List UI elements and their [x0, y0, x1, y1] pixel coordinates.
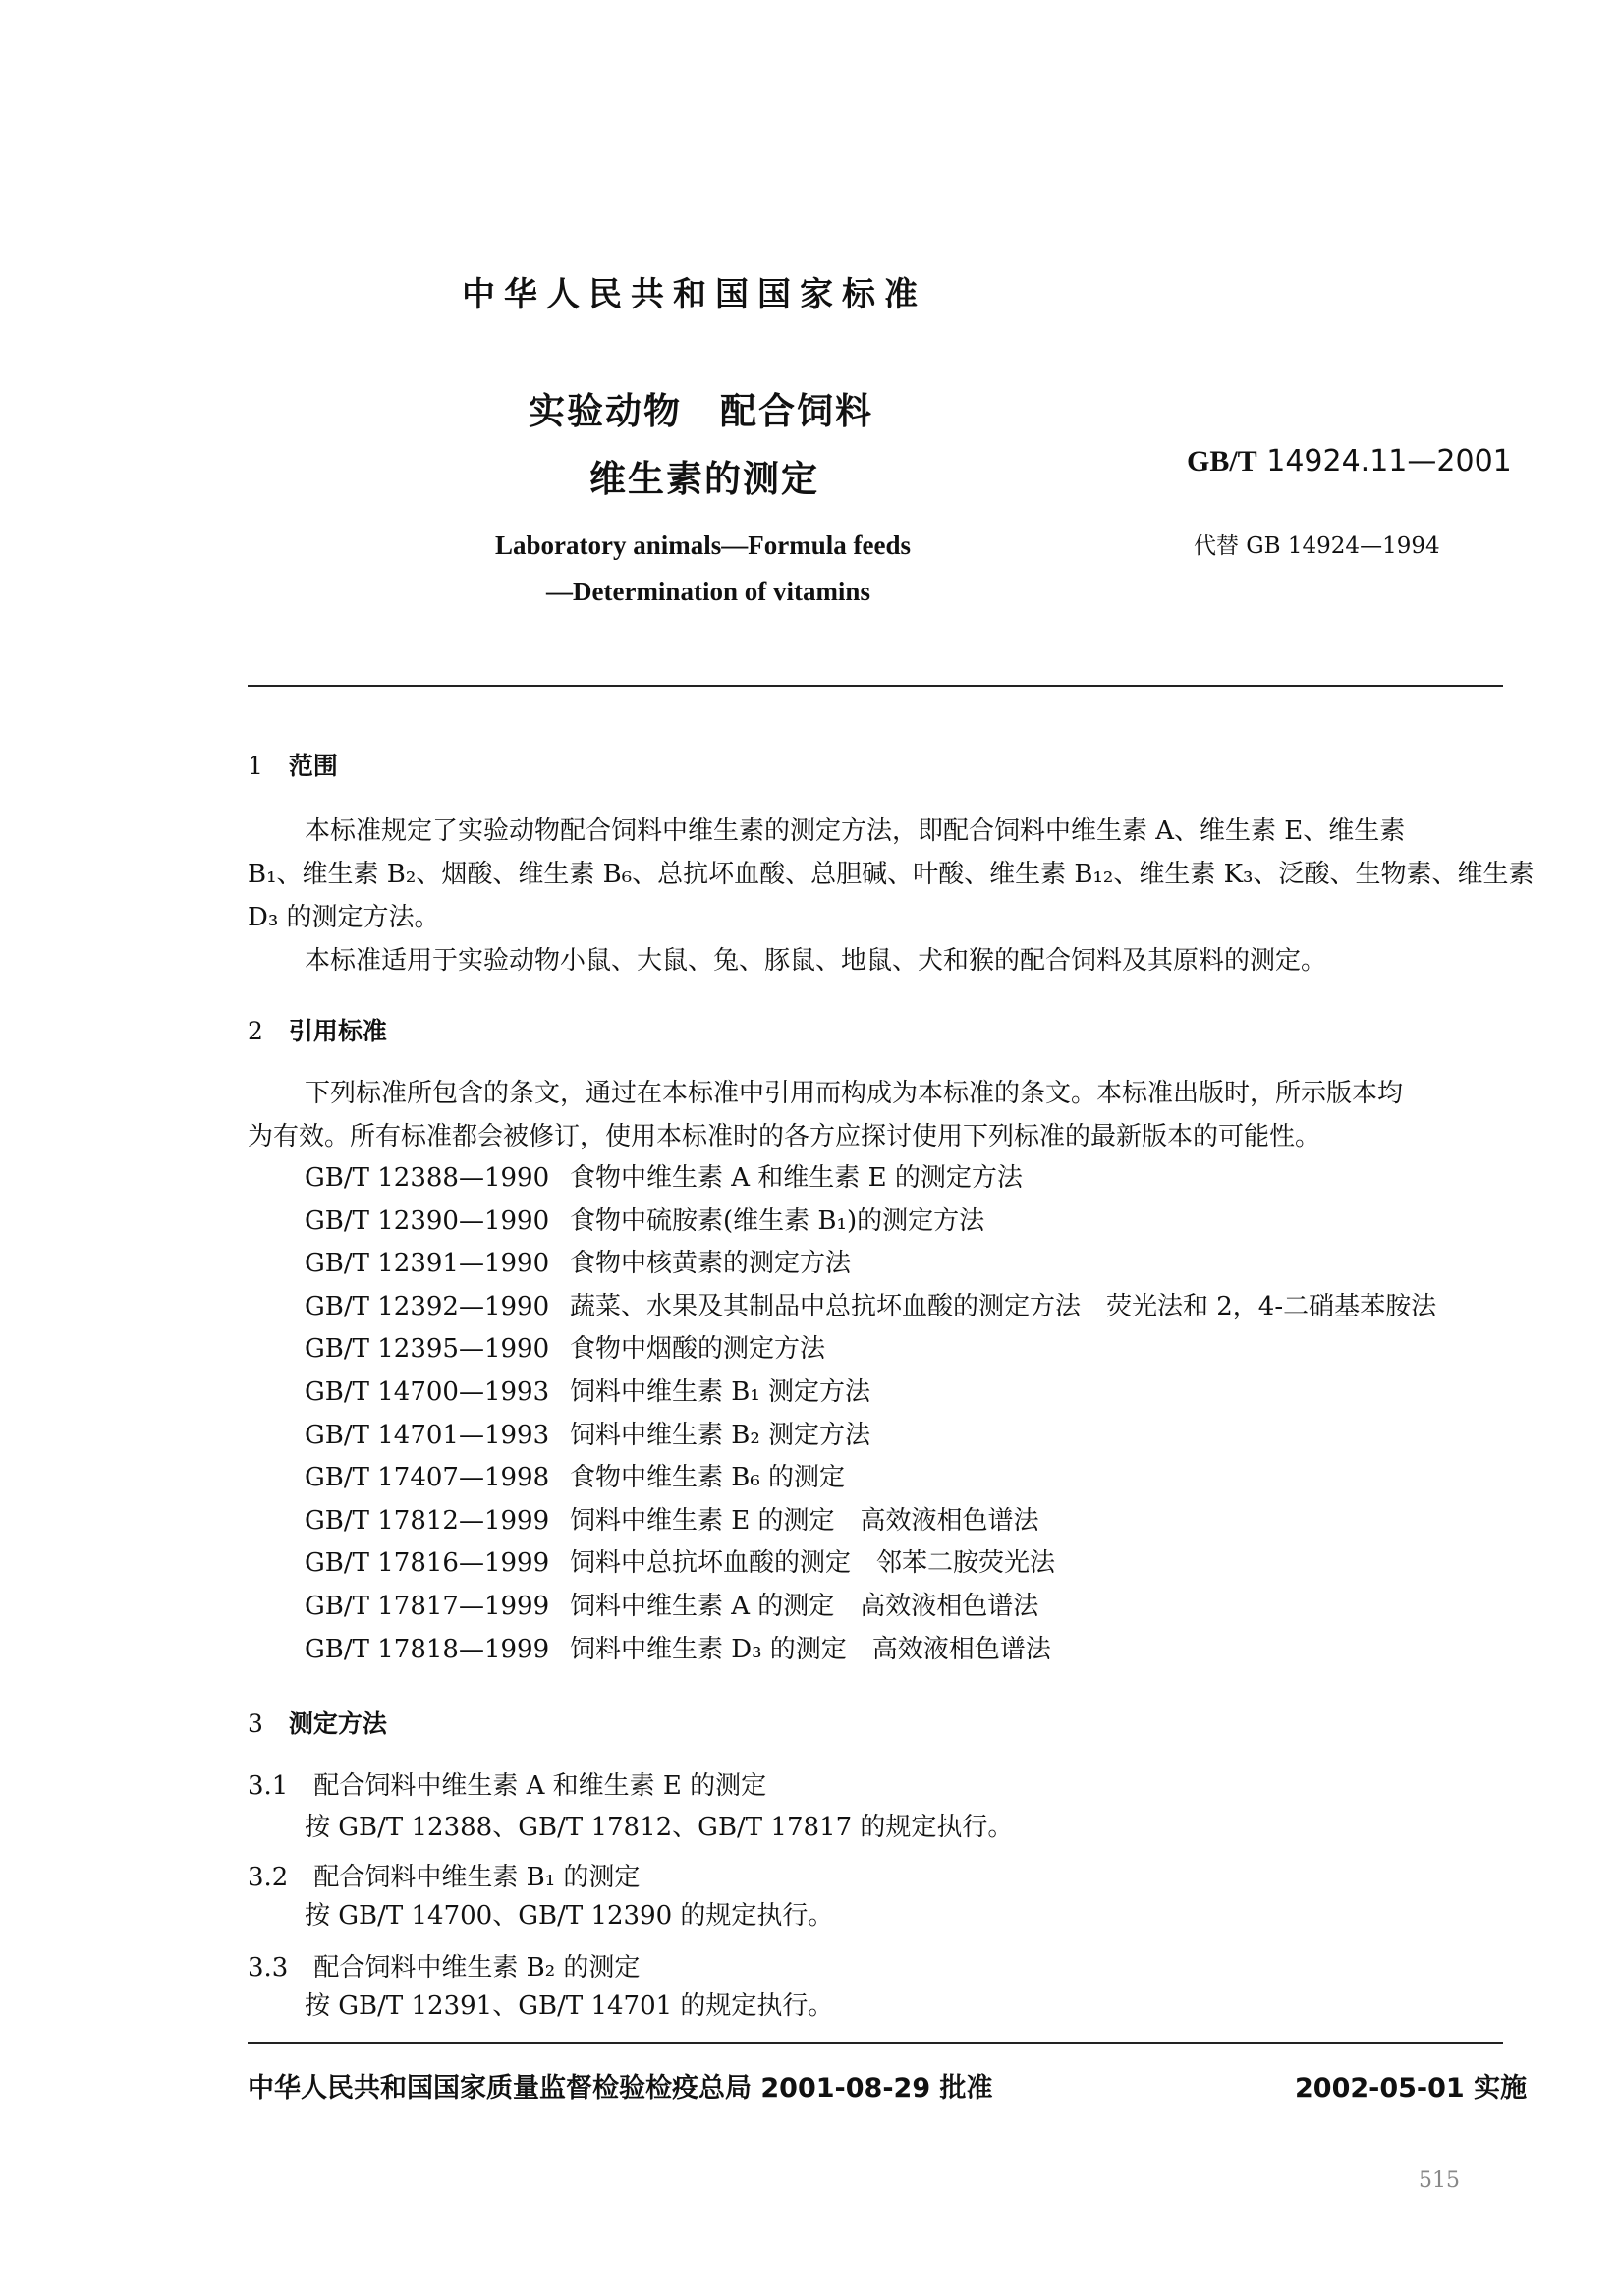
subsection-title: 配合饲料中维生素 B₂ 的测定 — [313, 1953, 641, 1983]
header-divider — [248, 685, 1503, 687]
reference-item — [305, 1286, 1436, 1329]
subsection-number: 3.3 — [248, 1953, 289, 1983]
reference-code: GB/T 14700—1993 — [305, 1376, 550, 1407]
reference-title: 饲料中维生素 B₁ 测定方法 — [570, 1376, 871, 1407]
reference-item — [305, 1201, 1436, 1244]
subsection-3-1-heading — [248, 1765, 766, 1802]
paragraph-line: 本标准规定了实验动物配合饲料中维生素的测定方法，即配合饲料中维生素 A、维生素 E、维生素 — [305, 816, 1406, 846]
implementation-date: 2002-05-01 实施 — [1295, 2073, 1528, 2103]
reference-title: 饲料中维生素 B₂ 测定方法 — [570, 1420, 871, 1450]
subsection-text: 按 GB/T 14700、GB/T 12390 的规定执行。 — [305, 1901, 834, 1931]
document-title-en-line2: —Determination of vitamins — [546, 577, 870, 606]
reference-code: GB/T 17812—1999 — [305, 1505, 550, 1536]
reference-title: 饲料中维生素 A 的测定 高效液相色谱法 — [570, 1591, 1039, 1621]
document-title-cn-line2: 维生素的测定 — [589, 458, 819, 500]
reference-item — [305, 1457, 1436, 1500]
approval-note: 中华人民共和国国家质量监督检验检疫总局 2001-08-29 批准 — [248, 2073, 993, 2103]
reference-code: GB/T 12395—1990 — [305, 1334, 550, 1365]
subsection-number: 3.2 — [248, 1863, 289, 1892]
national-standard-title: 中华人民共和国国家标准 — [462, 275, 926, 314]
reference-item — [305, 1629, 1436, 1672]
section-title: 范围 — [288, 752, 338, 780]
reference-title: 食物中硫胺素(维生素 B₁)的测定方法 — [570, 1205, 985, 1236]
paragraph-line: 为有效。所有标准都会被修订，使用本标准时的各方应探讨使用下列标准的最新版本的可能性。 — [248, 1122, 1321, 1151]
reference-code: GB/T 17816—1999 — [305, 1548, 550, 1579]
reference-title: 饲料中维生素 D₃ 的测定 高效液相色谱法 — [570, 1634, 1051, 1664]
section-number: 3 — [248, 1709, 263, 1738]
subsection-title: 配合饲料中维生素 B₁ 的测定 — [313, 1863, 641, 1892]
section-title: 引用标准 — [288, 1017, 387, 1045]
reference-item — [305, 1157, 1436, 1201]
reference-code: GB/T 12392—1990 — [305, 1291, 550, 1321]
reference-code: GB/T 12391—1990 — [305, 1249, 550, 1279]
section-number: 2 — [248, 1017, 263, 1045]
subsection-3-3-heading — [248, 1947, 640, 1984]
subsection-number: 3.1 — [248, 1771, 289, 1801]
reference-code: GB/T 17818—1999 — [305, 1634, 550, 1664]
reference-title: 蔬菜、水果及其制品中总抗坏血酸的测定方法 荧光法和 2，4-二硝基苯胺法 — [570, 1291, 1437, 1321]
standard-code: 14924.11—2001 — [1266, 444, 1512, 478]
reference-item — [305, 1372, 1436, 1415]
reference-item — [305, 1500, 1436, 1543]
reference-code: GB/T 12390—1990 — [305, 1205, 550, 1236]
reference-item — [305, 1328, 1436, 1372]
paragraph-line: 下列标准所包含的条文，通过在本标准中引用而构成为本标准的条文。本标准出版时，所示版本均 — [305, 1079, 1404, 1108]
reference-item — [305, 1542, 1436, 1586]
section-number: 1 — [248, 752, 263, 780]
reference-item — [305, 1243, 1436, 1286]
paragraph-line: B₁、维生素 B₂、烟酸、维生素 B₆、总抗坏血酸、总胆碱、叶酸、维生素 B₁₂、维生素 K₃、泛酸、生物素、维生素 — [248, 860, 1535, 889]
reference-title: 食物中烟酸的测定方法 — [570, 1334, 826, 1365]
section-1-heading — [248, 747, 338, 782]
page-number: 515 — [1419, 2168, 1460, 2193]
subsection-text: 按 GB/T 12388、GB/T 17812、GB/T 17817 的规定执行。 — [305, 1813, 1014, 1842]
document-title-cn-line1: 实验动物 配合饲料 — [529, 390, 873, 432]
reference-code: GB/T 17817—1999 — [305, 1591, 550, 1621]
subsection-title: 配合饲料中维生素 A 和维生素 E 的测定 — [313, 1771, 767, 1801]
reference-title: 饲料中总抗坏血酸的测定 邻苯二胺荧光法 — [570, 1548, 1056, 1579]
reference-item — [305, 1586, 1436, 1629]
section-3-heading — [248, 1705, 387, 1740]
reference-title: 食物中维生素 A 和维生素 E 的测定方法 — [570, 1163, 1023, 1193]
reference-code: GB/T 12388—1990 — [305, 1163, 550, 1193]
paragraph-line: D₃ 的测定方法。 — [248, 903, 440, 932]
standard-prefix: GB/T — [1187, 445, 1257, 477]
subsection-text: 按 GB/T 12391、GB/T 14701 的规定执行。 — [305, 1991, 834, 2021]
reference-title: 食物中维生素 B₆ 的测定 — [570, 1463, 846, 1493]
reference-list — [305, 1157, 1436, 1671]
reference-code: GB/T 14701—1993 — [305, 1420, 550, 1450]
reference-title: 食物中核黄素的测定方法 — [570, 1249, 852, 1279]
standard-number — [1187, 444, 1512, 478]
subsection-3-2-heading — [248, 1857, 640, 1893]
replaces-note: 代替 GB 14924—1994 — [1194, 533, 1440, 559]
reference-title: 饲料中维生素 E 的测定 高效液相色谱法 — [570, 1505, 1039, 1536]
section-2-heading — [248, 1012, 387, 1047]
reference-code: GB/T 17407—1998 — [305, 1463, 550, 1493]
footer-divider — [248, 2042, 1503, 2044]
reference-item — [305, 1415, 1436, 1458]
paragraph-line: 本标准适用于实验动物小鼠、大鼠、兔、豚鼠、地鼠、犬和猴的配合饲料及其原料的测定。 — [305, 946, 1327, 976]
section-title: 测定方法 — [288, 1709, 387, 1738]
document-title-en-line1: Laboratory animals—Formula feeds — [495, 531, 911, 560]
